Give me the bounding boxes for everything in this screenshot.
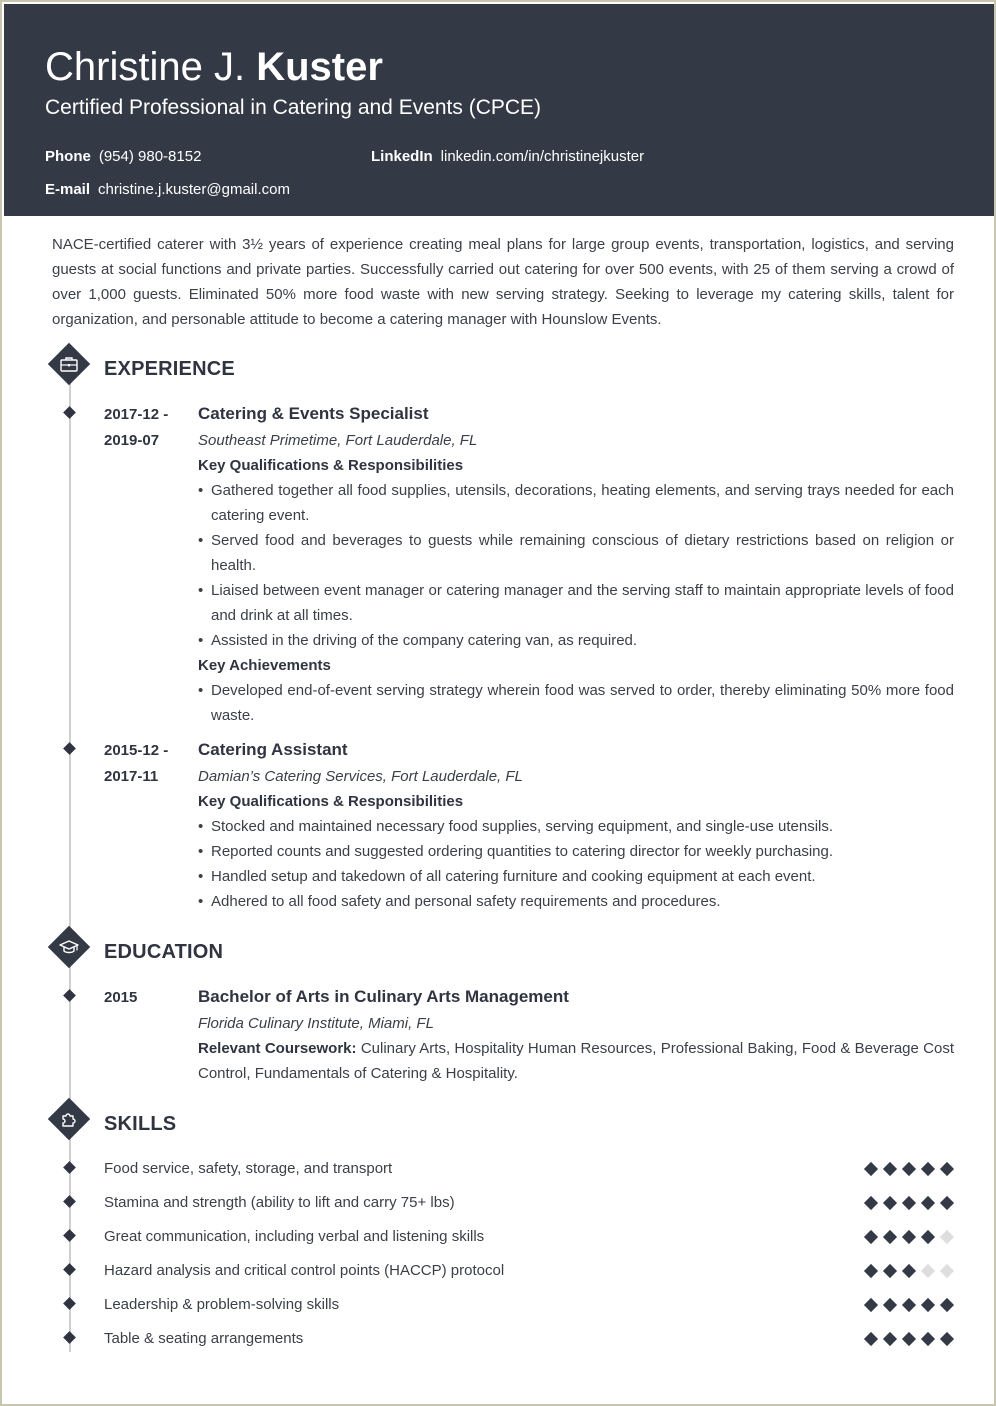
list-item: • Served food and beverages to guests while remaining conscious of dietary restrictions based on religion or health.: [198, 528, 954, 578]
education-entry: [198, 984, 954, 1086]
achievements-list: [198, 678, 954, 728]
education-heading: EDUCATION: [104, 941, 224, 963]
timeline-marker: [63, 1195, 76, 1208]
phone-contact: [45, 147, 201, 167]
puzzle-icon: [48, 1098, 90, 1140]
rating-diamond-filled: [864, 1332, 878, 1346]
list-item: • Gathered together all food supplies, utensils, decorations, heating elements, and serving trays needed for each catering event.: [198, 478, 954, 528]
rating-diamond-filled: [940, 1196, 954, 1210]
rating-diamond-filled: [921, 1332, 935, 1346]
skill-name: Leadership & problem-solving skills: [104, 1296, 340, 1313]
candidate-name: Christine J. Kuster: [45, 45, 383, 89]
linkedin-contact: [371, 147, 644, 167]
job-company: Damian’s Catering Services, Fort Lauderdale, FL: [198, 768, 523, 785]
coursework: [198, 1036, 954, 1086]
rating-diamond-filled: [940, 1332, 954, 1346]
rating-diamond-filled: [864, 1264, 878, 1278]
timeline-marker: [63, 1229, 76, 1242]
job-title: Catering Assistant: [198, 740, 348, 759]
summary-paragraph: NACE-certified caterer with 3½ years of experience creating meal plans for large group events, transportation, logistics, and serving guests at social functions and private parties. Successfully carried out catering for over 500 events, with 25 of them serving a crowd of over 1,000 guests. Eliminated 50% more food waste with new serving strategy. Seeking to leverage my catering skills, talent for organization, and personable attitude to become a catering manager with Hounslow Events.: [52, 236, 954, 328]
skill-name: Great communication, including verbal and listening skills: [104, 1228, 485, 1245]
responsibilities-heading: Key Qualifications & Responsibilities: [198, 457, 464, 474]
linkedin-label: LinkedIn: [371, 148, 433, 165]
job-1-dates: 2017-12 - 2019-07: [104, 406, 169, 449]
rating-diamond-filled: [921, 1298, 935, 1312]
rating-diamond-filled: [921, 1230, 935, 1244]
rating-diamond-filled: [902, 1264, 916, 1278]
timeline-marker: [63, 742, 76, 755]
email-value[interactable]: christine.j.kuster@gmail.com: [98, 181, 290, 198]
list-item: • Adhered to all food safety and personal safety requirements and procedures.: [198, 889, 954, 914]
list-item: • Assisted in the driving of the company catering van, as required.: [198, 628, 954, 653]
job-1: [198, 401, 954, 728]
job-2: [198, 737, 954, 914]
rating-diamond-empty: [921, 1264, 935, 1278]
timeline-marker: [63, 1263, 76, 1276]
skill-name: Table & seating arrangements: [104, 1330, 304, 1347]
rating-diamond-filled: [883, 1196, 897, 1210]
job-company: Southeast Primetime, Fort Lauderdale, FL: [198, 432, 478, 449]
rating-diamond-filled: [883, 1162, 897, 1176]
skill-rating: [863, 1230, 958, 1244]
phone-value: (954) 980-8152: [98, 148, 202, 165]
rating-diamond-filled: [921, 1162, 935, 1176]
rating-diamond-filled: [902, 1298, 916, 1312]
skill-name: Hazard analysis and critical control points (HACCP) protocol: [104, 1262, 505, 1279]
coursework-text: Culinary Arts, Hospitality Human Resources, Professional Baking, Food & Beverage Cost Control, Fundamentals of Catering & Hospitality.: [198, 1040, 954, 1082]
skill-rating: [863, 1196, 958, 1210]
phone-label: Phone: [45, 148, 91, 165]
coursework-label: Relevant Coursework:: [198, 1040, 357, 1057]
timeline-marker: [63, 989, 76, 1002]
timeline-marker: [63, 1331, 76, 1344]
list-item: • Stocked and maintained necessary food supplies, serving equipment, and single-use utensils.: [198, 814, 954, 839]
responsibilities-list: [198, 478, 954, 653]
timeline-marker: [63, 406, 76, 419]
achievements-heading: Key Achievements: [198, 657, 331, 674]
skill-rating: [863, 1264, 958, 1278]
rating-diamond-filled: [883, 1264, 897, 1278]
skill-rating: [863, 1298, 958, 1312]
list-item: • Reported counts and suggested ordering quantities to catering director for weekly purchasing.: [198, 839, 954, 864]
education-year: 2015: [104, 989, 138, 1006]
rating-diamond-empty: [940, 1230, 954, 1244]
degree-title: Bachelor of Arts in Culinary Arts Management: [198, 987, 569, 1006]
job-2-dates: 2015-12 - 2017-11: [104, 742, 169, 785]
rating-diamond-empty: [940, 1264, 954, 1278]
candidate-title: Certified Professional in Catering and Events (CPCE): [45, 96, 542, 119]
rating-diamond-filled: [902, 1230, 916, 1244]
rating-diamond-filled: [883, 1332, 897, 1346]
rating-diamond-filled: [940, 1162, 954, 1176]
skill-name: Stamina and strength (ability to lift and carry 75+ lbs): [104, 1194, 455, 1211]
rating-diamond-filled: [921, 1196, 935, 1210]
responsibilities-list: [198, 814, 954, 914]
linkedin-value[interactable]: linkedin.com/in/christinejkuster: [440, 148, 645, 165]
rating-diamond-filled: [902, 1332, 916, 1346]
school-name: Florida Culinary Institute, Miami, FL: [198, 1015, 434, 1032]
job-title: Catering & Events Specialist: [198, 404, 429, 423]
rating-diamond-filled: [864, 1230, 878, 1244]
list-item: • Developed end-of-event serving strategy wherein food was served to order, thereby eliminating 50% more food waste.: [198, 678, 954, 728]
skill-name: Food service, safety, storage, and transport: [104, 1160, 393, 1177]
resume-header: [4, 4, 994, 216]
rating-diamond-filled: [864, 1162, 878, 1176]
skill-rating: [863, 1162, 958, 1176]
timeline-marker: [63, 1297, 76, 1310]
skill-rating: [863, 1332, 958, 1346]
experience-heading: EXPERIENCE: [104, 358, 235, 380]
rating-diamond-filled: [864, 1298, 878, 1312]
briefcase-icon: [48, 343, 90, 385]
rating-diamond-filled: [940, 1298, 954, 1312]
rating-diamond-filled: [883, 1298, 897, 1312]
email-label: E-mail: [45, 181, 91, 198]
list-item: • Liaised between event manager or catering manager and the serving staff to maintain appropriate levels of food and drink at all times.: [198, 578, 954, 628]
rating-diamond-filled: [883, 1230, 897, 1244]
list-item: • Handled setup and takedown of all catering furniture and cooking equipment at each event.: [198, 864, 954, 889]
rating-diamond-filled: [902, 1196, 916, 1210]
email-contact: [45, 180, 290, 200]
timeline-marker: [63, 1161, 76, 1174]
skills-heading: SKILLS: [104, 1113, 177, 1135]
rating-diamond-filled: [902, 1162, 916, 1176]
responsibilities-heading: Key Qualifications & Responsibilities: [198, 793, 464, 810]
graduation-cap-icon: [48, 926, 90, 968]
rating-diamond-filled: [864, 1196, 878, 1210]
